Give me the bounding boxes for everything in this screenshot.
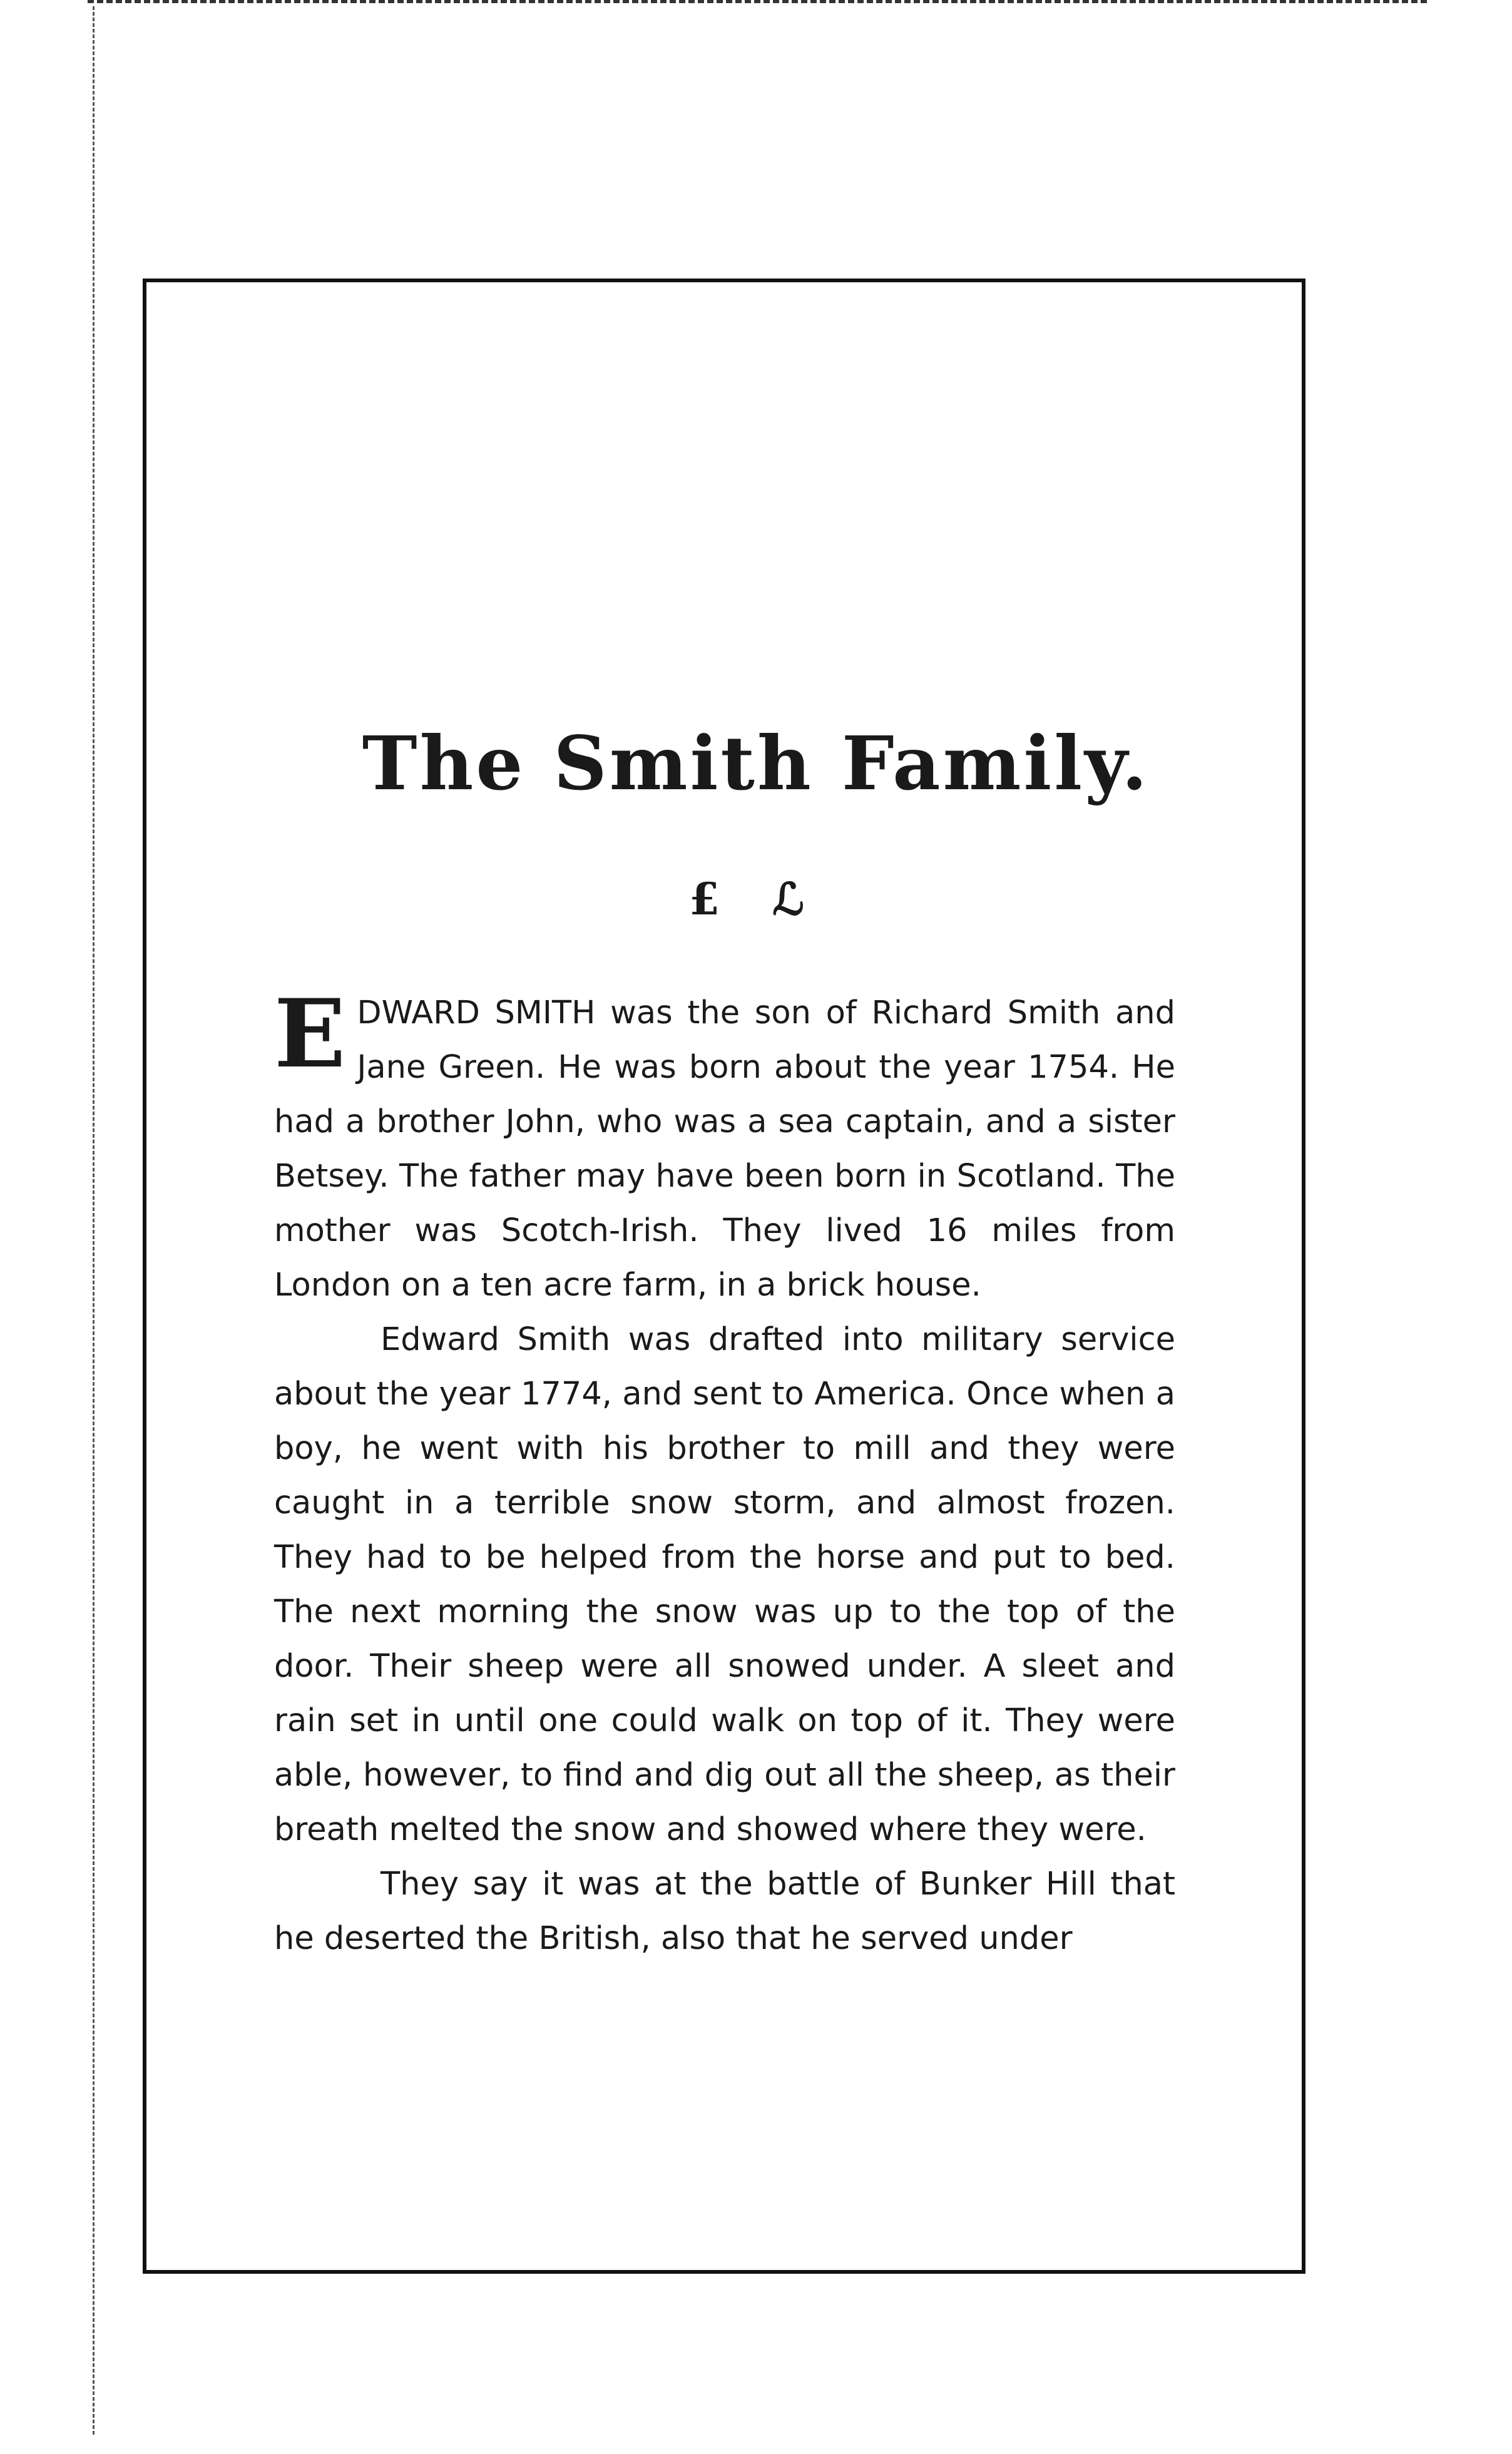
drop-cap: E: [274, 979, 346, 1089]
scan-top-edge: [88, 0, 1427, 9]
paragraph-2: Edward Smith was drafted into military service about the year 1774, and sent to America. Once when a boy, he went with his brother to mill and they were caught in a terrible snow storm, and almost frozen. They had to be helped from the horse and put to bed. The next morning the snow was up to the top of the door. Their sheep were all snowed under. A sleet and rain set in until one could walk on top of it. They were able, however, to find and dig out all the sheep, as their breath melted the snow and showed where they were.: [274, 1321, 1175, 1848]
page-title: The Smith Family.: [362, 720, 1150, 807]
ornament: £ ℒ: [689, 873, 823, 925]
body-text: [274, 979, 1175, 1966]
paragraph-1: [274, 979, 1175, 1312]
paragraph-1-text: DWARD SMITH was the son of Richard Smith and Jane Green. He was born about the year 1754. He had a brother John, who was a sea captain, and a sister Betsey. The father may have been born in Scotland. The mother was Scotch-Irish. They lived 16 miles from London on a ten acre farm, in a brick house.: [274, 994, 1175, 1304]
paragraph-3: They say it was at the battle of Bunker Hill that he deserted the British, also that he served under: [274, 1866, 1175, 1957]
scan-left-edge: [93, 6, 94, 2435]
